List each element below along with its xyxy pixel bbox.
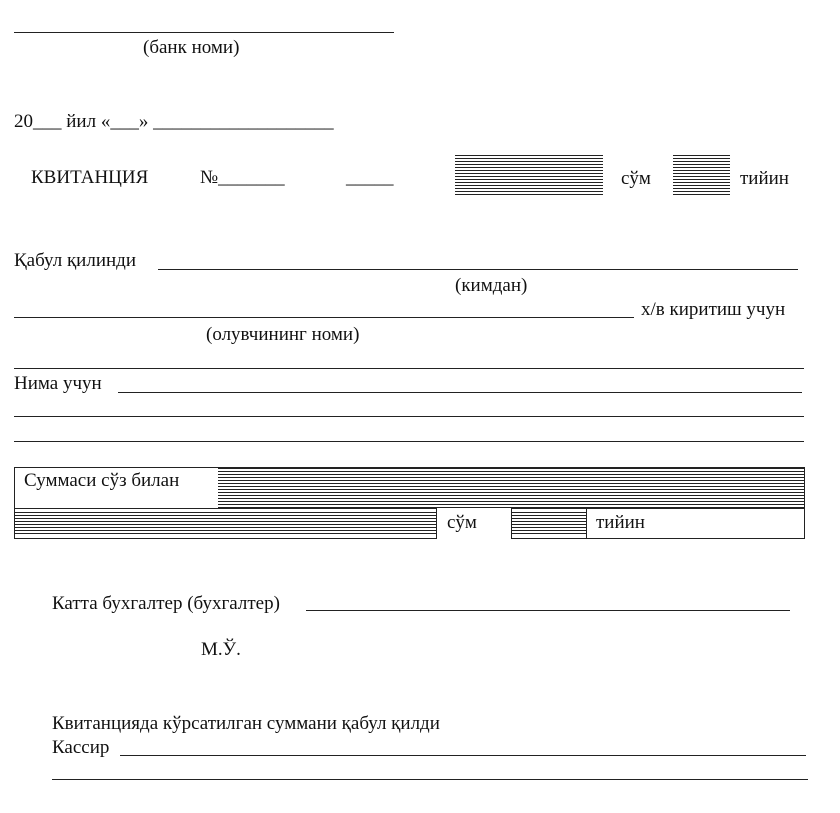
amount-tiyin-sep [586,508,587,539]
receipt-number-field[interactable]: №_______ [200,167,285,188]
recipient-name-line[interactable] [14,317,634,318]
cashier-extra-line[interactable] [52,779,808,780]
accepted-from-line[interactable] [158,269,798,270]
receipt-title: КВИТАНЦИЯ [31,167,149,188]
bank-name-caption: (банк номи) [143,37,240,58]
amount-tiyin-label: тийин [596,512,645,533]
tiyin-amount-box [673,155,730,195]
amount-sum-label: сўм [447,512,477,533]
from-whom-caption: (кимдан) [455,275,528,296]
amount-table-divider [14,508,805,509]
sum-label: сўм [621,168,651,189]
blank-line-2[interactable] [14,416,804,417]
date-line: 20___ йил «___» ___________________ [14,111,334,132]
amount-words-hatch [218,468,804,509]
receipt-number-extra-field[interactable]: _____ [346,167,394,188]
seal-label: М.Ў. [201,639,241,660]
purpose-line[interactable] [118,392,802,393]
sum-amount-box [455,155,603,195]
cashier-signature-line[interactable] [120,755,806,756]
amount-words-label: Суммаси сўз билан [24,470,180,491]
cashier-label: Кассир [52,737,110,758]
received-text: Квитанцияда кўрсатилган суммани қабул қилди [52,713,440,734]
bank-name-line[interactable] [14,32,394,33]
amount-sum-hatch [15,512,436,535]
accepted-label: Қабул қилинди [14,250,136,271]
chief-accountant-label: Катта бухгалтер (бухгалтер) [52,593,280,614]
chief-accountant-signature-line[interactable] [306,610,790,611]
amount-tiyin-hatch [512,512,586,535]
tiyin-label: тийин [740,168,789,189]
recipient-caption: (олувчининг номи) [206,324,360,345]
purpose-label: Нима учун [14,373,102,394]
blank-line-3[interactable] [14,441,804,442]
blank-line-1[interactable] [14,368,804,369]
account-caption: х/в киритиш учун [641,299,786,320]
